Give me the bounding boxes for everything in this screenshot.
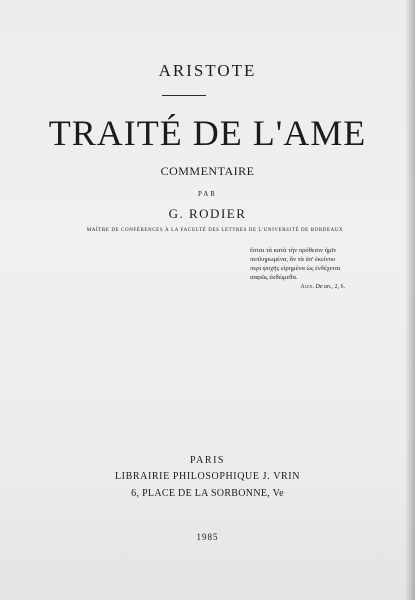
epigraph-line: ἔσται τὰ κατὰ τὴν πρόθεσιν ἡμῖν xyxy=(250,247,337,254)
imprint-publisher: LIBRAIRIE PHILOSOPHIQUE J. VRIN xyxy=(114,471,301,482)
epigraph-citation xyxy=(250,283,345,292)
commentary-label: COMMENTAIRE xyxy=(160,164,255,178)
page-edge-shadow xyxy=(405,0,415,600)
epigraph-line: πεπληρωμένα, ἂν τὰ ὑπ' ἐκείνου xyxy=(250,256,336,263)
imprint-address: 6, PLACE DE LA SORBONNE, Ve xyxy=(131,488,284,499)
greek-epigraph xyxy=(250,246,350,292)
citation-source: Alex. xyxy=(300,284,314,290)
citation-locus: , 2, 6. xyxy=(331,284,345,290)
editor-name: G. RODIER xyxy=(168,206,247,221)
epigraph-line: σαφῶς ἐκθώμεθα. xyxy=(250,274,298,281)
epigraph-line: περὶ ψυχῆς εἰρημένα ὡς ἐνδέχεται xyxy=(250,265,341,272)
author-name: ARISTOTE xyxy=(158,61,257,80)
book-title: TRAITÉ DE L'AME xyxy=(48,113,367,153)
citation-work: De an. xyxy=(315,284,332,290)
title-rule xyxy=(162,95,206,96)
editor-affiliation: MAÎTRE DE CONFÉRENCES À LA FACULTÉ DES LETTRES DE L'UNIVERSITÉ DE BORDEAUX xyxy=(86,228,344,233)
imprint-city: PARIS xyxy=(190,455,225,466)
imprint-year: 1985 xyxy=(196,532,219,542)
by-label: PAR xyxy=(198,190,217,198)
